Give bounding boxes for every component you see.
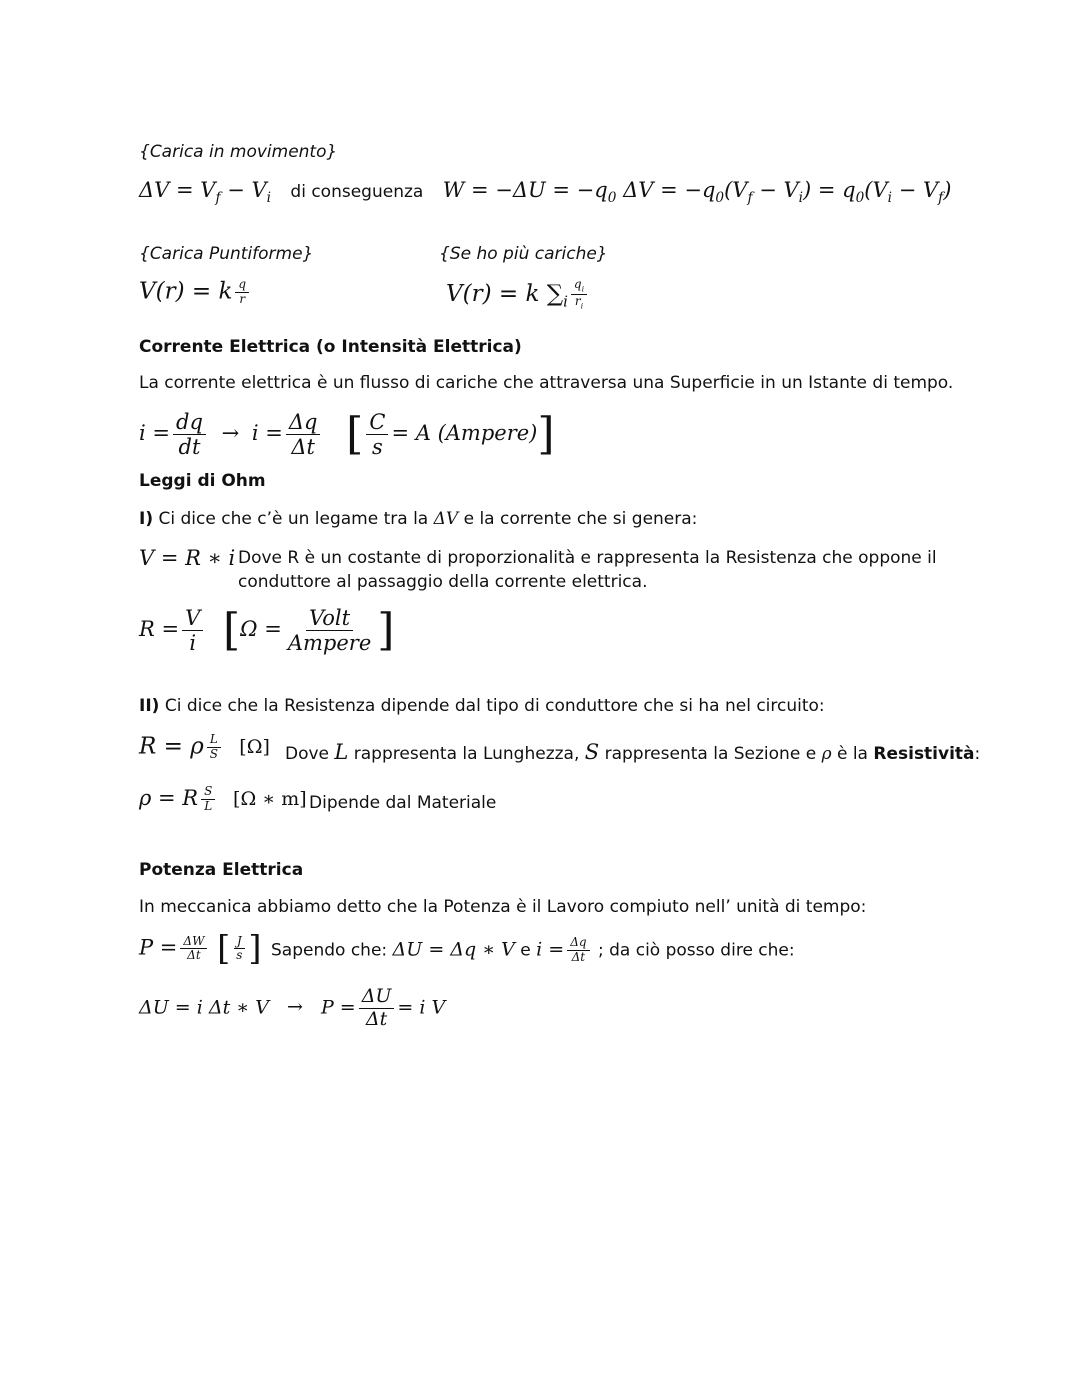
current-formula: i = $\frac{dq}{dt}$ → i = $\frac{\Delta q}{\Delta t}$ [ $\frac{C}{s}$ = A (Ampere)] [139, 408, 555, 460]
ohm1-desc-line1: Dove R è un costante di proporzionalità e rappresenta la Resistenza che oppone il [238, 548, 937, 568]
delta-v-line [139, 178, 951, 206]
ohm-heading: Leggi di Ohm [139, 471, 266, 491]
power-formula: P = $\frac{\Delta W}{\Delta t}$ [ $\frac{J}{s}$ ] [139, 929, 262, 968]
point-potential-formula: V(r) = k $\frac{q}{r}$ [139, 278, 252, 307]
power-final-formula: ΔU = i Δt ∗ V → P = $\frac{\Delta U}{\Delta t}$ = i V [139, 985, 446, 1030]
resistivity-formula: ρ = R $\frac{S}{L}$ [Ω ∗ m] [139, 784, 307, 813]
power-text: In meccanica abbiamo detto che la Potenza è il Lavoro compiuto nell’ unità di tempo: [139, 897, 867, 917]
ohm1-formula: V = R ∗ i [139, 546, 236, 570]
ohm2-text: II) Ci dice che la Resistenza dipende dal tipo di conduttore che si ha nel circuito: [139, 696, 825, 716]
resistance-formula: R = $\frac{V}{i}$ [Ω = $\frac{\text{Volt}}{\text{Ampere}}$ ] [139, 604, 395, 656]
point-charge-heading: {Carica Puntiforme} [139, 244, 314, 264]
resistivity-desc: Dipende dal Materiale [309, 793, 497, 813]
power-desc: Sapendo che: ΔU = Δq ∗ V e i = $\frac{\Delta q}{\Delta t}$ ; da ciò posso dire che: [271, 935, 795, 964]
connector-text: di conseguenza [290, 182, 424, 202]
ohm1-desc-line2: conduttore al passaggio della corrente elettrica. [238, 572, 648, 592]
ohm2-desc: Dove L rappresenta la Lunghezza, S rappresenta la Sezione e ρ è la Resistività: [285, 740, 981, 764]
work-formula: $W = -\Delta U = -q_0$ $\Delta V = -q_0(V_f - V_i) = q_0(V_i - V_f)$ [442, 178, 952, 207]
moving-charge-heading: {Carica in movimento} [139, 142, 338, 162]
ohm1-text: I) Ci dice che c’è un legame tra la ΔV e la corrente che si genera: [139, 509, 698, 529]
current-heading: Corrente Elettrica (o Intensità Elettrica) [139, 337, 522, 357]
delta-v-formula: $\Delta V = V_f - V_i$ [139, 178, 272, 207]
current-text: La corrente elettrica è un flusso di cariche che attraversa una Superficie in un Istante di tempo. [139, 373, 954, 393]
multi-charge-heading: {Se ho più cariche} [439, 244, 608, 264]
power-heading: Potenza Elettrica [139, 860, 304, 880]
ohm2-formula: R = ρ $\frac{L}{S}$ [Ω] [139, 732, 270, 761]
multi-potential-formula: V(r) = k $\sum_i$ $\frac{q_i}{r_i}$ [446, 278, 590, 312]
